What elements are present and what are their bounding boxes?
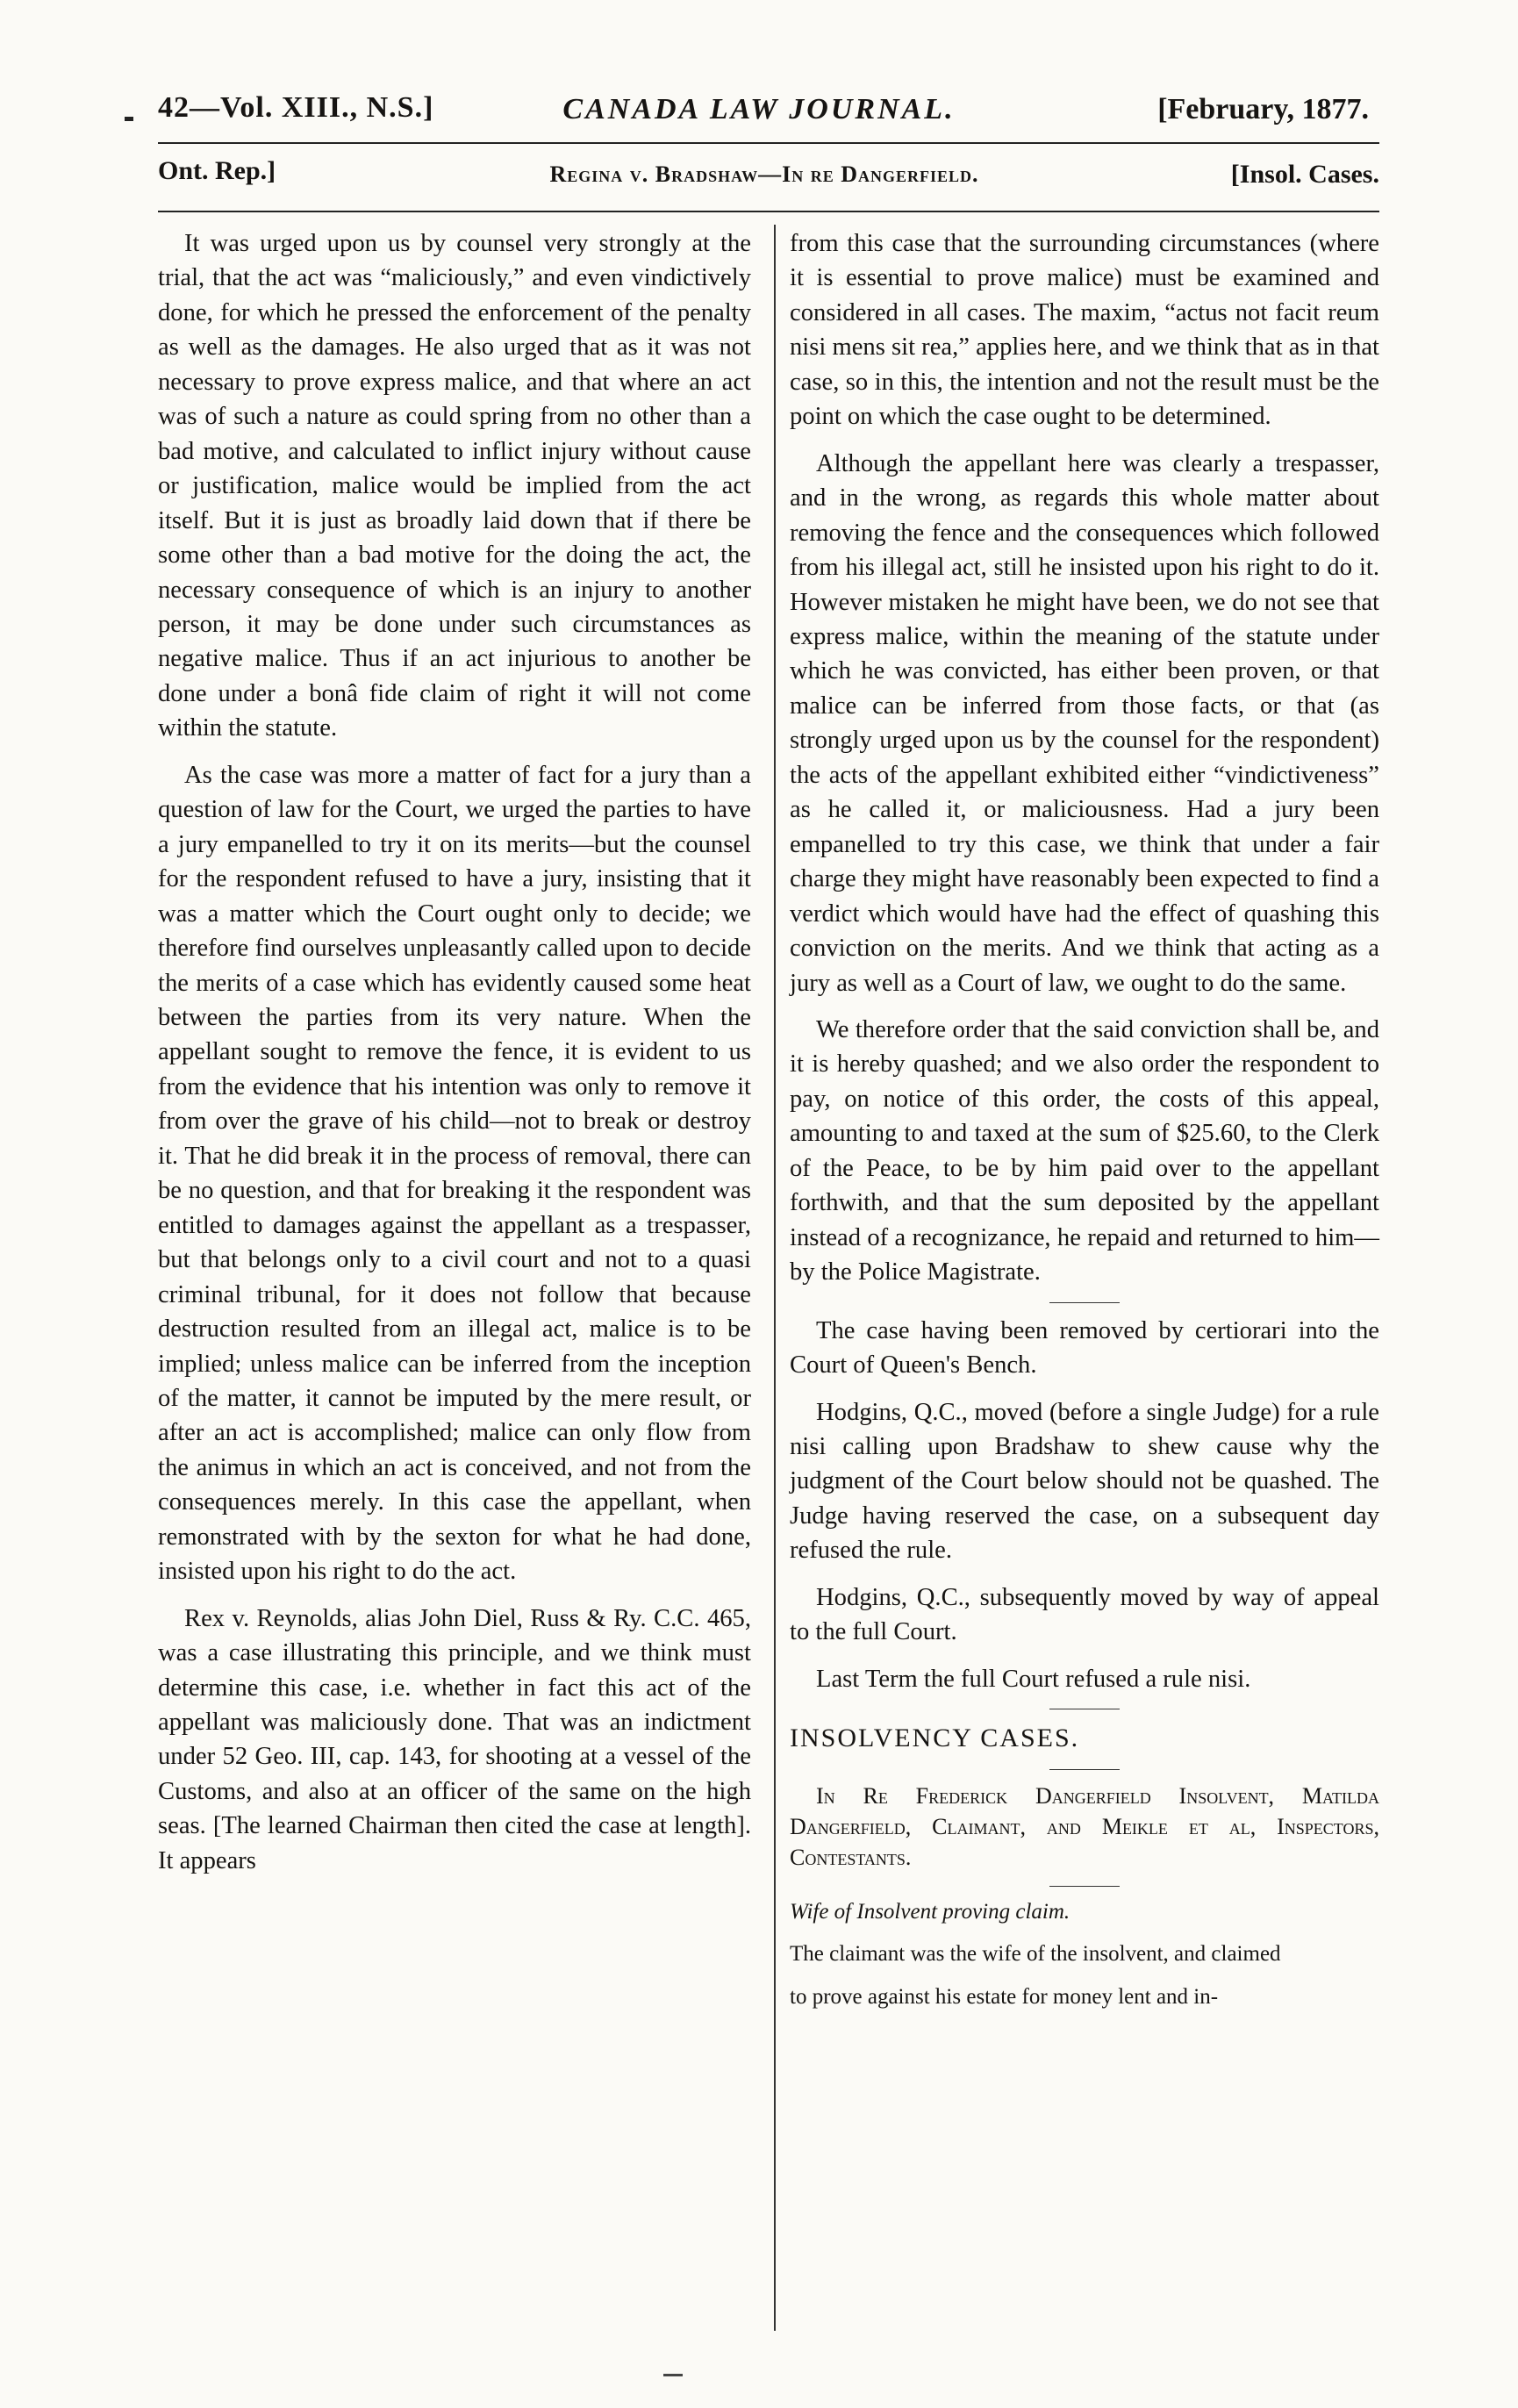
headnote-line: The claimant was the wife of the insolvent, and claimed	[790, 1942, 1281, 1967]
subheader-rule	[158, 211, 1379, 212]
right-column	[790, 226, 1379, 2025]
issue-date: [February, 1877.	[1157, 93, 1369, 125]
volume-label: 42—Vol. XIII., N.S.]	[158, 91, 434, 124]
case-title: In Re Frederick Dangerfield Insolvent, Matilda Dangerfield, Claimant, and Meikle et al, Inspectors, Contestants.	[790, 1782, 1379, 1871]
section-rule	[1049, 1302, 1120, 1303]
paragraph: It was urged upon us by counsel very strongly at the trial, that the act was “maliciously,” and even vindictively done, for which he pressed the enforcement of the penalty as well as the damages. He also urged that as it was not necessary to prove express malice, and that where an act was of such a nature as could spring from no other than a bad motive, and calculated to inflict injury without cause or justification, malice would be implied from the act itself. But it is just as broadly laid down that if there be some other than a bad motive for the doing the act, the necessary consequence of which is an injury to another person, it may be done under such circumstances as negative malice. Thus if an act injurious to another be done under a bonâ fide claim of right it will not come within the statute.	[158, 230, 751, 742]
paragraph: As the case was more a matter of fact for a jury than a question of law for the Court, we urged the parties to have a jury empanelled to try it on its merits—but the counsel for the respondent refused to have a jury, insisting that it was a matter which the Court ought only to decide; we therefore find ourselves unpleasantly called upon to decide the merits of a case which has evidently caused some heat between the parties from its very nature. When the appellant sought to remove the fence, it is evident to us from the evidence that his intention was only to remove it from over the grave of his child—not to break or destroy it. That he did break it in the process of removal, there can be no question, and that for breaking it the respondent was entitled to damages against the appellant as a trespasser, but that belongs only to a civil court and not to a quasi criminal tribunal, for it does not follow that because destruction resulted from an illegal act, malice is to be implied; unless malice can be inferred from the inception of the matter, it cannot be imputed by the mere result, or after an act is accomplished; malice can only flow from the animus in which an act is conceived, and not from the consequences merely. In this case the appellant, when remonstrated with by the sexton for what he had done, insisted upon his right to do the act.	[158, 761, 751, 1586]
paragraph: Rex v. Reynolds, alias John Diel, Russ & Ry. C.C. 465, was a case illustrating this principle, and we think must determine this case, i.e. whether in fact this act of the appellant was maliciously done. That was an indictment under 52 Geo. III, cap. 143, for shooting at a vessel of the Customs, and also at an officer of the same on the high seas. [The learned Chairman then cited the case at length]. It appears	[158, 1604, 751, 1874]
journal-title: CANADA LAW JOURNAL.	[562, 93, 956, 125]
paragraph: We therefore order that the said conviction shall be, and it is hereby quashed; and we also order the respondent to pay, on notice of this order, the costs of this appeal, amounting to and taxed at the sum of $25.60, to the Clerk of the Peace, to be by him paid over to the appellant forthwith, and that the sum deposited by the appellant instead of a recognizance, he repaid and returned to him—by the Police Magistrate.	[790, 1015, 1379, 1286]
case-caption: Wife of Insolvent proving claim.	[790, 1899, 1070, 1924]
paragraph: Although the appellant here was clearly a trespasser, and in the wrong, as regards this whole matter about removing the fence and the consequences which followed from his illegal act, still he insisted upon his right to do it. However mistaken he might have been, we do not see that express malice, within the meaning of the statute under which he was convicted, has either been proven, or that malice can be inferred from those facts, or that (as strongly urged upon us by the counsel for the respondent) the acts of the appellant exhibited either “vindictiveness” as he called it, or maliciousness. Had a jury been empanelled to try this case, we think that under a fair charge they might have reasonably been expected to find a verdict which would have had the effect of quashing this conviction on the merits. And we think that acting as a jury as well as a Court of law, we ought to do the same.	[790, 449, 1379, 997]
running-header	[149, 88, 1369, 140]
paragraph: Hodgins, Q.C., subsequently moved by way of appeal to the full Court.	[790, 1583, 1379, 1646]
section-heading: INSOLVENCY CASES.	[790, 1724, 1080, 1753]
paragraph: Last Term the full Court refused a rule nisi.	[816, 1665, 1251, 1693]
paragraph: The case having been removed by certiorari into the Court of Queen's Bench.	[790, 1316, 1379, 1380]
case-running-title: Regina v. Bradshaw—In re Dangerfield.	[549, 161, 979, 187]
heading-rule	[1049, 1769, 1120, 1770]
case-rule	[1049, 1886, 1120, 1887]
column-divider	[774, 225, 776, 2331]
paragraph: from this case that the surrounding circumstances (where it is essential to prove malice) must be examined and considered in all cases. The maxim, “actus not facit reum nisi mens sit rea,” applies here, and we think that as in that case, so in this, the intention and not the result must be the point on which the case ought to be determined.	[790, 230, 1379, 431]
report-label: Ont. Rep.]	[158, 156, 276, 185]
left-column	[158, 226, 751, 1890]
case-header	[149, 154, 1379, 198]
section-label: [Insol. Cases.	[1230, 160, 1379, 189]
header-rule	[158, 142, 1379, 144]
headnote-line: to prove against his estate for money lent and in-	[790, 1984, 1219, 2009]
margin-mark	[125, 117, 133, 121]
page-foot-mark	[663, 2374, 683, 2376]
paragraph: Hodgins, Q.C., moved (before a single Judge) for a rule nisi calling upon Bradshaw to shew cause why the judgment of the Court below should not be quashed. The Judge having reserved the case, on a subsequent day refused the rule.	[790, 1398, 1379, 1565]
